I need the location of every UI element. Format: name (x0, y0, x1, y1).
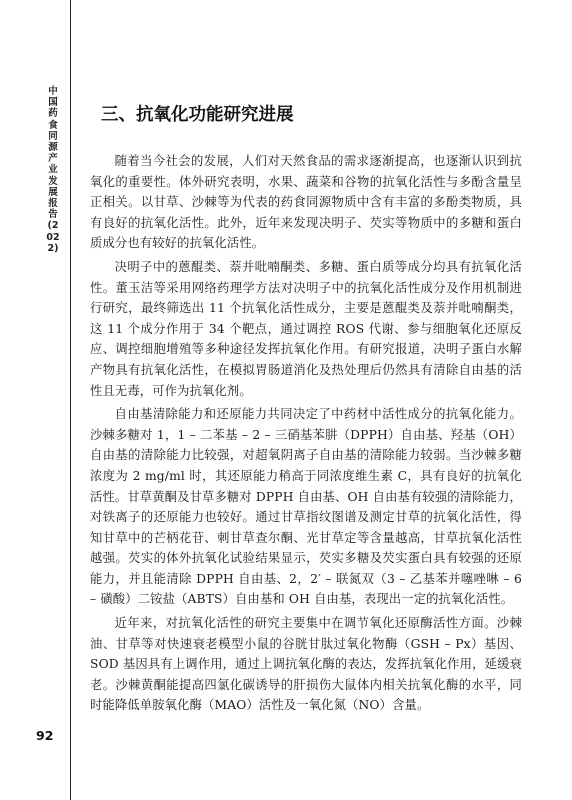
paragraph: 决明子中的蒽醌类、萘并吡喃酮类、多糖、蛋白质等成分均具有抗氧化活性。董玉洁等采用网络药理学方法对决明子中的抗氧化活性成分及作用机制进行研究，最终筛选出 11 个抗氧化活性成分，主要是蒽醌类及萘并吡喃酮类，这 11 个成分作用于 34 个靶点，通过调控 ROS 代谢、参与细胞氧化还原反应、调控细胞增殖等多种途径发挥抗氧化作用。有研究报道，决明子蛋白水解产物具有抗氧化活性，在模拟胃肠道消化及热处理后仍然具有清除自由基的活性且无毒，可作为抗氧化剂。 (90, 259, 522, 398)
body-text (90, 151, 522, 719)
page-number: 92 (36, 728, 54, 743)
margin-rule (70, 0, 71, 800)
paragraph: 随着当今社会的发展，人们对天然食品的需求逐渐提高，也逐渐认识到抗氧化的重要性。体外研究表明，水果、蔬菜和谷物的抗氧化活性与多酚含量呈正相关。以甘草、沙棘等为代表的药食同源物质中含有丰富的多酚类物质，具有良好的抗氧化活性。此外，近年来发现决明子、芡实等物质中的多糖和蛋白质成分也有较好的抗氧化活性。 (90, 154, 522, 251)
paragraph: 自由基清除能力和还原能力共同决定了中药材中活性成分的抗氧化能力。沙棘多糖对 1，1 – 二苯基 – 2 – 三硝基苯肼（DPPH）自由基、羟基（OH）自由基的清除能力比较强，对超氧阴离子自由基的清除能力较弱。当沙棘多糖浓度为 2 mg/ml 时，其还原能力稍高于同浓度维生素 C，具有良好的抗氧化活性。甘草黄酮及甘草多糖对 DPPH 自由基、OH 自由基有较强的清除能力，对铁离子的还原能力也较好。通过甘草指纹图谱及测定甘草的抗氧化活性，得知甘草中的芒柄花苷、刺甘草查尔酮、光甘草定等含量越高，甘草抗氧化活性越强。芡实的体外抗氧化试验结果显示，芡实多糖及芡实蛋白具有较强的还原能力，并且能清除 DPPH 自由基、2，2′ – 联氮双（3 – 乙基苯并噻唑啉 – 6 – 磺酸）二铵盐（ABTS）自由基和 OH 自由基，表现出一定的抗氧化活性。 (90, 407, 522, 607)
running-title: 中国药食同源产业发展报告(2022) (46, 86, 60, 254)
paragraph: 近年来，对抗氧化活性的研究主要集中在调节氧化还原酶活性方面。沙棘油、甘草等对快速衰老模型小鼠的谷胱甘肽过氧化物酶（GSH – Px）基因、SOD 基因具有上调作用，通过上调抗氧化酶的表达，发挥抗氧化作用，延缓衰老。沙棘黄酮能提高四氯化碳诱导的肝损伤大鼠体内相关抗氧化酶的水平，同时能降低单胺氧化酶（MAO）活性及一氧化氮（NO）含量。 (90, 616, 522, 713)
section-heading: 三、抗氧化功能研究进展 (101, 105, 294, 125)
